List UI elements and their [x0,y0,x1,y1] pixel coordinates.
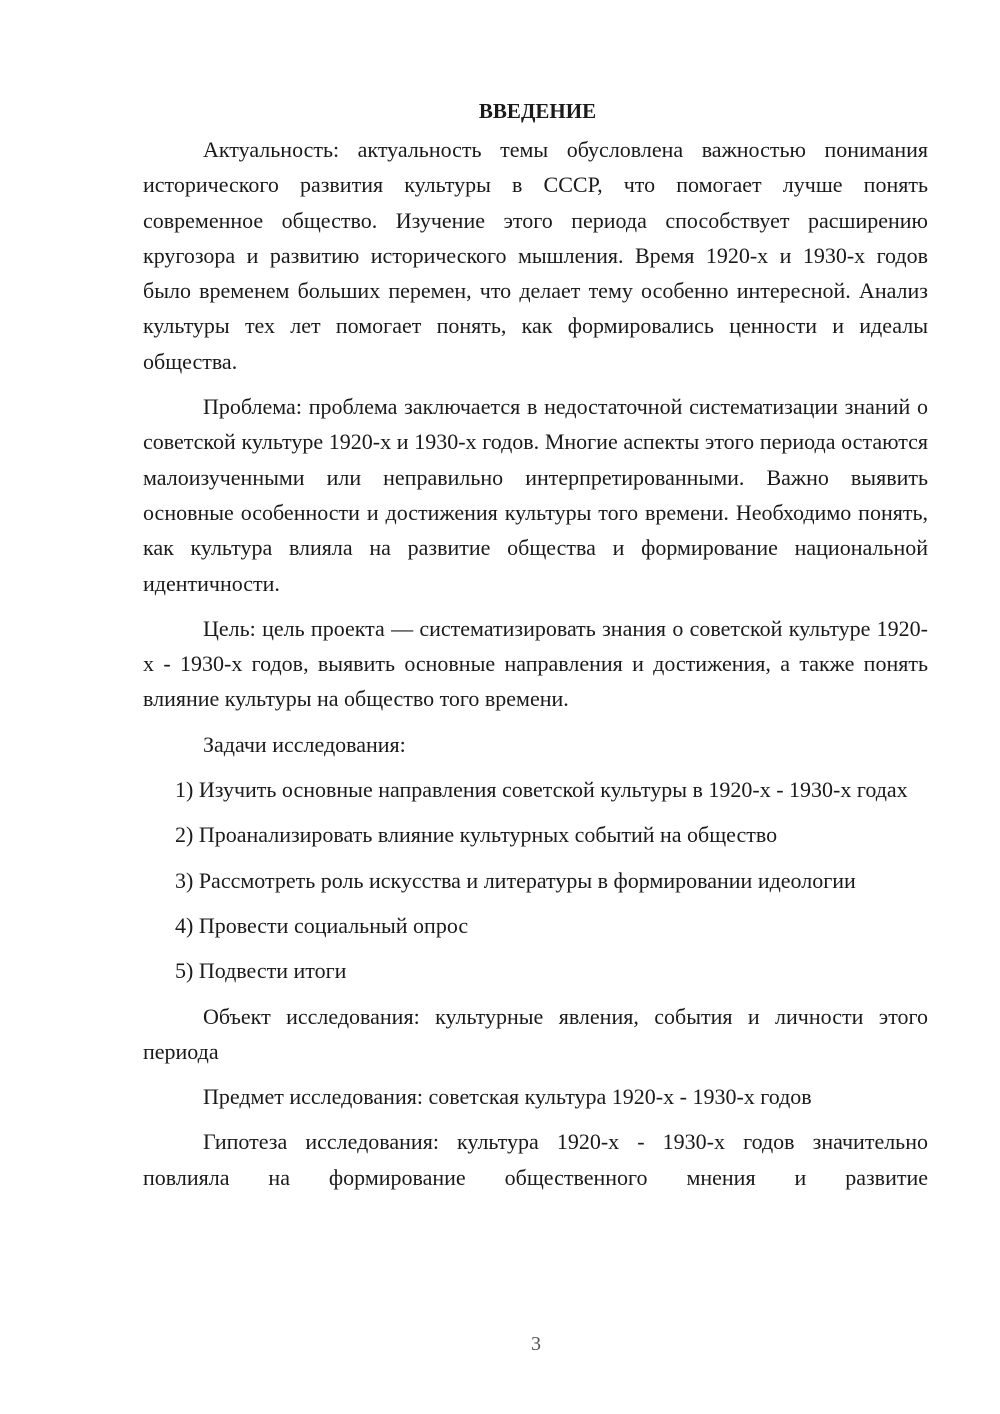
task-item-4: 4) Провести социальный опрос [175,912,469,938]
paragraph-object: Объект исследования: культурные явления, события и личности этого периода [143,1003,928,1064]
section-title: ВВЕДЕНИЕ [478,99,597,123]
task-item-3: 3) Рассмотреть роль искусства и литературы в формировании идеологии [175,867,856,893]
task-item-1: 1) Изучить основные направления советской культуры в 1920-х - 1930-х годах [175,777,908,803]
page-number: 3 [531,1333,541,1355]
paragraph-relevance: Актуальность: актуальность темы обусловлена важностью понимания исторического развития культуры в СССР, что помогает лучше понять современное общество. Изучение этого периода способствует расширению кругозора и развитию исторического мышления. Время 1920-х и 1930-х годов было временем больших перемен, что делает тему особенно интересной. Анализ культуры тех лет помогает понять, как формировались ценности и идеалы общества. [143,137,928,374]
task-item-2: 2) Проанализировать влияние культурных событий на общество [175,822,778,848]
document-page [143,96,928,1205]
paragraph-problem: Проблема: проблема заключается в недостаточной систематизации знаний о советской культуре 1920-х и 1930-х годов. Многие аспекты этого периода остаются малоизученными или неправильно интерпретированными. Важно выявить основные особенности и достижения культуры того времени. Необходимо понять, как культура влияла на развитие общества и формирование национальной идентичности. [143,394,928,596]
paragraph-hypothesis: Гипотеза исследования: культура 1920-х - 1930-х годов значительно повлияла на формирование общественного мнения и развитие [143,1129,928,1190]
task-item-5: 5) Подвести итоги [175,958,347,984]
paragraph-tasks-heading: Задачи исследования: [203,731,406,757]
paragraph-goal: Цель: цель проекта — систематизировать знания о советской культуре 1920-х - 1930-х годов, выявить основные направления и достижения, а также понять влияние культуры на общество того времени. [143,615,928,712]
paragraph-subject: Предмет исследования: советская культура 1920-х - 1930-х годов [203,1084,812,1110]
